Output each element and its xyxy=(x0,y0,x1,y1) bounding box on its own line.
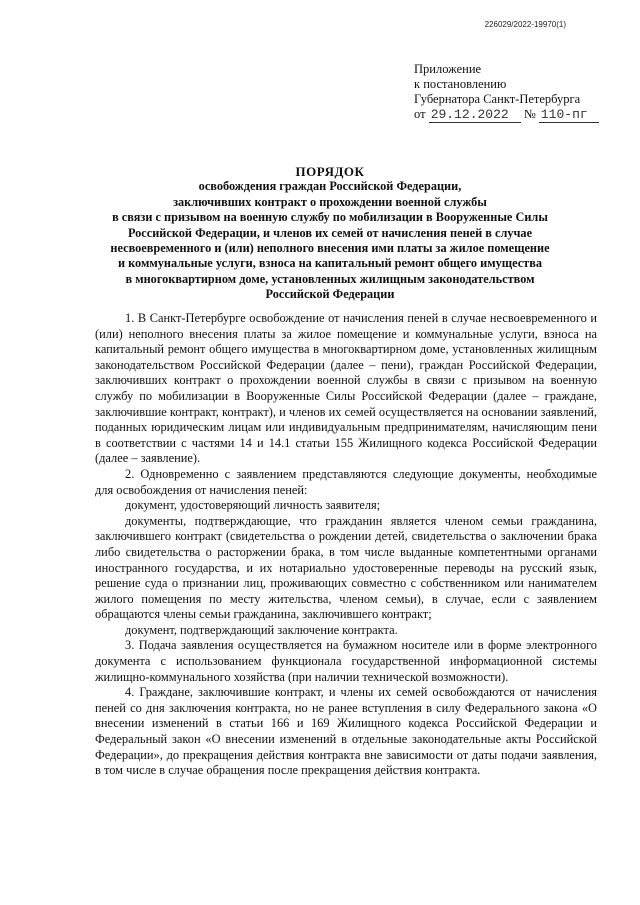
document-body xyxy=(95,311,597,779)
title-line: освобождения граждан Российской Федерации, xyxy=(198,179,462,194)
decree-date: 29.12.2022 xyxy=(429,107,521,123)
title-main: ПОРЯДОК xyxy=(295,164,365,179)
title-line: и коммунальные услуги, взноса на капитальный ремонт общего имущества xyxy=(117,256,543,271)
appendix-line-1: Приложение xyxy=(414,62,482,76)
paragraph: документ, удостоверяющий личность заявителя; xyxy=(125,498,381,513)
title-line: несвоевременного и (или) неполного внесения ими платы за жилое помещение xyxy=(110,241,550,256)
appendix-line-3: Губернатора Санкт-Петербурга xyxy=(414,92,581,106)
title-line: в многоквартирном доме, установленных жилищным законодательством xyxy=(125,271,535,286)
paragraph: 4. Граждане, заключившие контракт, и члены их семей освобождаются от начисления пеней со дня заключения контракта, но не ранее вступления в силу Федерального закона «О внесении изменений в статьи 166 и 169 Жилищного кодекса Российской Федерации и Федеральный закон «О внесении изменений в отдельные законодательные акты Российской Федерации», до прекращения действия контракта вне зависимости от даты подачи заявления, в том числе в случае обращения после прекращения действия контракта. xyxy=(95,685,597,778)
title-line: Российской Федерации, и членов их семей от начисления пеней в случае xyxy=(127,225,533,240)
title-line: Российской Федерации xyxy=(265,287,395,302)
document-id: 226029/2022-19970(1) xyxy=(484,20,566,29)
paragraph: документ, подтверждающий заключение контракта. xyxy=(125,622,398,637)
title-line: заключивших контракт о прохождении военной службы xyxy=(173,194,487,209)
paragraph: 1. В Санкт-Петербурге освобождение от начисления пеней в случае несвоевременного и (или) неполного внесения платы за жилое помещение и коммунальные услуги, взноса на капитальный ремонт общего имущества в многоквартирном доме, установленных жилищным законодательством Российской Федерации (далее – пени), граждан Российской Федерации, заключивших контракт о прохождении военной службы в связи с призывом на военную службу по мобилизации в Вооруженные Силы Российской Федерации (далее – граждане, заключившие контракт, контракт), и членов их семей осуществляется на основании заявлений, поданных юридическим лицам или индивидуальным предпринимателям, начисляющим пени в соответствии с частями 14 и 14.1 статьи 155 Жилищного кодекса Российской Федерации (далее – заявление). xyxy=(95,311,597,466)
appendix-block xyxy=(414,62,614,123)
paragraph: 2. Одновременно с заявлением представляются следующие документы, необходимые для освобождения от начисления пеней: xyxy=(95,466,597,497)
decree-number: 110-пг xyxy=(539,107,599,123)
appendix-line-2: к постановлению xyxy=(414,77,507,91)
appendix-date-line xyxy=(414,107,614,123)
document-title xyxy=(90,164,570,303)
paragraph: 3. Подача заявления осуществляется на бумажном носителе или в форме электронного документа с использованием функционала государственной информационной системы жилищно-коммунального хозяйства (при наличии технической возможности). xyxy=(95,638,597,684)
paragraph: документы, подтверждающие, что гражданин является членом семьи гражданина, заключившего контракт (свидетельства о рождении детей, свидетельства о заключении брака либо свидетельства о расторжении брака, в том числе выданные компетентными органами иностранного государства, и их нотариально удостоверенные переводы на русский язык, решение суда о признании лиц, проживающих совместно с собственником или нанимателем жилого помещения по месту жительства, членом семьи), в случае, если с заявлением обращаются члены семьи гражданина, заключившего контракт; xyxy=(95,513,597,622)
title-lines xyxy=(90,179,570,302)
number-prefix: № xyxy=(523,107,536,121)
date-prefix: от xyxy=(414,107,426,121)
title-line: в связи с призывом на военную службу по мобилизации в Вооруженные Силы xyxy=(112,210,548,225)
